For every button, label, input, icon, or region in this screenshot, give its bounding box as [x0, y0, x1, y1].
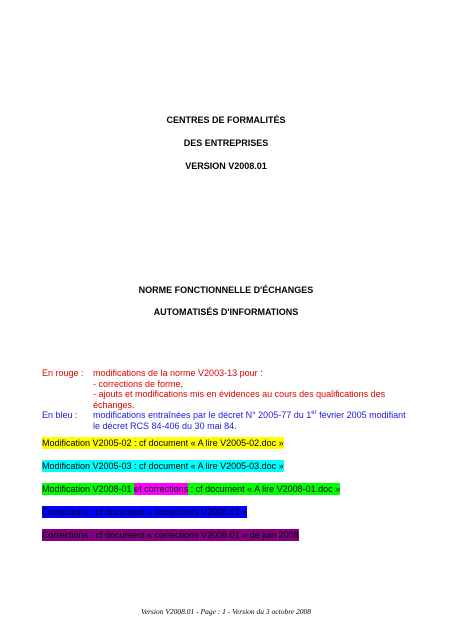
- legend-red-label: En rouge :: [42, 368, 84, 378]
- highlight-line-5: [42, 530, 299, 541]
- legend-red: [42, 368, 422, 410]
- highlight-yellow: Modification V2005-02 : cf document « A lire V2005-02.doc »: [42, 438, 284, 448]
- legend-red-line-4: échanges.: [93, 399, 135, 410]
- highlight-line-4: [42, 507, 247, 518]
- norme-line-1: NORME FONCTIONNELLE D'ÉCHANGES: [138, 285, 314, 295]
- title-version: VERSION V2008.01: [185, 161, 267, 171]
- title-line-1: CENTRES DE FORMALITÉS: [166, 115, 286, 125]
- legend-blue-label: En bleu :: [42, 410, 78, 420]
- highlight-line-2: [42, 461, 284, 472]
- highlight-magenta: et corrections: [134, 484, 189, 494]
- highlight-green-a: Modification V2008-01: [42, 484, 135, 494]
- title-line-2: DES ENTREPRISES: [183, 138, 269, 148]
- highlight-green-b: : cf document « A lire V2008-01.doc »: [188, 484, 341, 494]
- highlight-purple: Corrections : cf document « corrections V2008.01 » de juin 2008: [42, 530, 299, 540]
- legend-blue-line-1: [93, 410, 422, 421]
- legend-blue-line-2: le décret RCS 84-406 du 30 mai 84.: [93, 420, 237, 431]
- legend-red-line-1: modifications de la norme V2003-13 pour :: [93, 368, 263, 378]
- highlight-line-1: [42, 438, 284, 449]
- highlight-blue: Corrections : cf document « corrections V2008.01 »: [42, 507, 248, 517]
- legend-red-line-2: - corrections de forme,: [93, 378, 184, 389]
- legend-blue: [42, 410, 422, 431]
- highlight-cyan: Modification V2005-03 : cf document « A lire V2005-03.doc »: [42, 461, 284, 471]
- legend-blue-sup: er: [311, 410, 317, 416]
- legend-blue-line-1-b: février 2005 modifiant: [316, 410, 406, 420]
- page-footer: Version V2008.01 - Page : 1 - Version du 3 octobre 2008: [140, 607, 312, 616]
- legend-blue-line-1-a: modifications entraînées par le décret N° 2005-77 du 1: [93, 410, 312, 420]
- highlight-line-3: [42, 484, 340, 495]
- legend-red-line-3: - ajouts et modifications mis en évidences au cours des qualifications des: [93, 389, 386, 399]
- norme-line-2: AUTOMATISÉS D'INFORMATIONS: [153, 307, 299, 317]
